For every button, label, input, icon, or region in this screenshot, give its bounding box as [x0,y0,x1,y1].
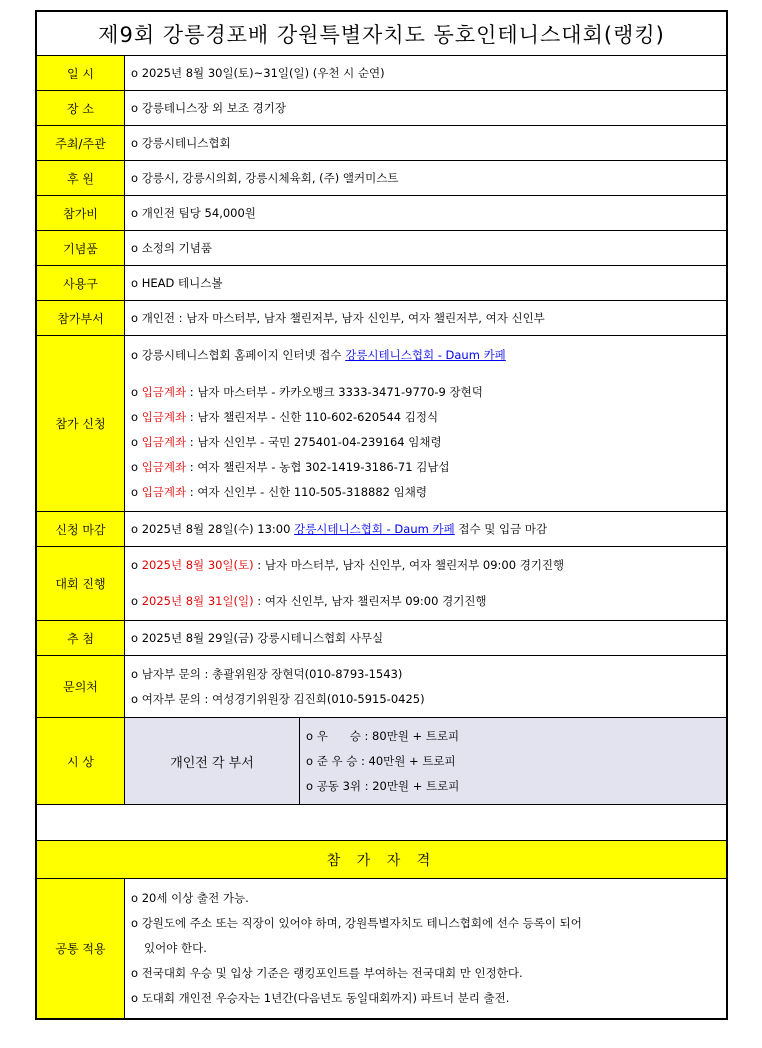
cafe-link[interactable]: 강릉시테니스협회 - Daum 카페 [294,522,455,536]
value-divisions: 개인전 : 남자 마스터부, 남자 챌린저부, 남자 신인부, 여자 챌린저부, 여자 신인부 [141,311,545,325]
label-ball: 사용구 [37,266,125,301]
label-venue: 장 소 [37,91,125,126]
account-tag: 입금계좌 [141,409,187,424]
label-fee: 참가비 [37,196,125,231]
label-date: 일 시 [37,56,125,91]
account-text: : 남자 마스터부 - 카카오뱅크 3333-3471-9770-9 장현덕 [186,384,483,399]
label-qualification: 공통 적용 [37,879,125,1019]
row-deadline [37,512,727,547]
qual-line: o 전국대회 우승 및 입상 기준은 랭킹포인트를 부여하는 전국대회 만 인정한다. [131,966,523,980]
qual-line: o 20세 이상 출전 가능. [131,891,249,905]
contact-women: o 여자부 문의 : 여성경기위원장 김진희(010-5915-0425) [131,691,425,706]
value-sponsor: 강릉시, 강릉시의회, 강릉시체육회, (주) 앨커미스트 [141,171,399,185]
page-title: 제9회 강릉경포배 강원특별자치도 동호인테니스대회(랭킹) [37,12,727,56]
account-line: o 입금계좌 : 남자 챌린저부 - 신한 110-602-620544 김정식 [131,409,439,424]
label-host: 주최/주관 [37,126,125,161]
row-host [37,126,727,161]
schedule-day1: o 2025년 8월 30일(토) : 남자 마스터부, 남자 신인부, 여자 챌린저부 09:00 경기진행 [131,558,565,572]
label-divisions: 참가부서 [37,301,125,336]
prize-item: o 준 우 승 : 40만원 + 트로피 [306,753,456,768]
account-text: : 남자 챌린저부 - 신한 110-602-620544 김정식 [186,409,439,424]
account-tag: 입금계좌 [141,484,187,499]
bullet: o [131,347,139,362]
qual-line: o 도대회 개인전 우승자는 1년간(다음년도 동일대회까지) 파트너 분리 출전. [131,991,510,1005]
value-date: 2025년 8월 30일(토)~31일(일) (우천 시 순연) [141,66,385,80]
schedule-date: 2025년 8월 31일(일) [141,594,254,608]
label-prize: 시 상 [37,718,125,805]
row-prize [37,718,727,805]
bullet: o [131,136,139,150]
label-schedule: 대회 진행 [37,547,125,621]
bullet: o [131,206,139,220]
qual-line: 있어야 한다. [144,941,207,955]
deadline-suffix: 접수 및 입금 마감 [458,522,548,536]
bullet: o [131,276,139,290]
row-venue [37,91,727,126]
value-fee: 개인전 팀당 54,000원 [141,206,256,220]
qualification-heading-row [37,841,727,879]
schedule-text: : 여자 신인부, 남자 챌린저부 09:00 경기진행 [253,594,487,608]
value-ball: HEAD 테니스볼 [141,276,223,290]
row-draw [37,621,727,656]
bullet: o [131,101,139,115]
value-venue: 강릉테니스장 외 보조 경기장 [141,101,286,115]
row-qualification [37,879,727,1019]
account-tag: 입금계좌 [141,434,187,449]
document [35,10,728,1020]
title-row [37,12,727,56]
bullet: o [131,311,139,325]
value-host: 강릉시테니스협회 [141,136,231,150]
row-contact [37,656,727,718]
bullet: o [131,66,139,80]
spacer-row [37,805,727,841]
deadline-date: 2025년 8월 28일(수) 13:00 [141,522,291,536]
row-gift [37,231,727,266]
prize-item: o 우 승 : 80만원 + 트로피 [306,728,460,743]
row-divisions [37,301,727,336]
account-tag: 입금계좌 [141,459,187,474]
label-draw: 추 첨 [37,621,125,656]
row-fee [37,196,727,231]
qual-line: o 강원도에 주소 또는 직장이 있어야 하며, 강원특별자치도 테니스협회에 선수 등록이 되어 [131,916,582,930]
schedule-date: 2025년 8월 30일(토) [141,558,254,572]
account-line: o 입금계좌 : 여자 신인부 - 신한 110-505-318882 임채령 [131,484,427,499]
row-schedule [37,547,727,621]
label-apply: 참가 신청 [37,336,125,512]
bullet: o [131,241,139,255]
cafe-link[interactable]: 강릉시테니스협회 - Daum 카페 [345,347,506,362]
label-contact: 문의처 [37,656,125,718]
bullet: o [131,171,139,185]
section-heading: 참 가 자 격 [37,841,727,879]
apply-intro: 강릉시테니스협회 홈페이지 인터넷 접수 [141,347,342,362]
label-sponsor: 후 원 [37,161,125,196]
label-deadline: 신청 마감 [37,512,125,547]
row-ball [37,266,727,301]
row-apply [37,336,727,512]
prize-item: o 공동 3위 : 20만원 + 트로피 [306,778,460,793]
row-date [37,56,727,91]
account-line: o 입금계좌 : 여자 챌린저부 - 농협 302-1419-3186-71 김남섭 [131,459,450,474]
value-draw: 2025년 8월 29일(금) 강릉시테니스협회 사무실 [141,631,384,645]
value-gift: 소정의 기념품 [141,241,213,255]
account-text: : 여자 신인부 - 신한 110-505-318882 임채령 [186,484,427,499]
account-text: : 여자 챌린저부 - 농협 302-1419-3186-71 김남섭 [186,459,450,474]
schedule-day2: o 2025년 8월 31일(일) : 여자 신인부, 남자 챌린저부 09:00 경기진행 [131,594,487,608]
apply-intro-line [131,343,720,368]
schedule-text: : 남자 마스터부, 남자 신인부, 여자 챌린저부 09:00 경기진행 [253,558,565,572]
row-sponsor [37,161,727,196]
prize-sub-label: 개인전 각 부서 [125,718,300,805]
label-gift: 기념품 [37,231,125,266]
account-line: o 입금계좌 : 남자 마스터부 - 카카오뱅크 3333-3471-9770-9 장현덕 [131,384,483,399]
account-line: o 입금계좌 : 남자 신인부 - 국민 275401-04-239164 임채령 [131,434,442,449]
contact-men: o 남자부 문의 : 총괄위원장 장현덕(010-8793-1543) [131,666,403,681]
bullet: o [131,631,139,645]
info-table [36,11,727,1019]
bullet: o [131,522,139,536]
account-text: : 남자 신인부 - 국민 275401-04-239164 임채령 [186,434,442,449]
account-tag: 입금계좌 [141,384,187,399]
